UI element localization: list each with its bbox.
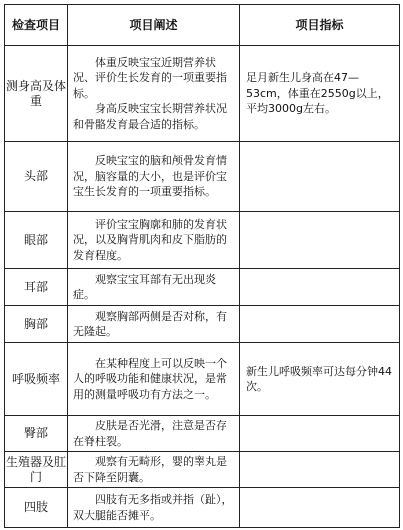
table-row — [5, 46, 400, 142]
row-indicator — [240, 488, 400, 528]
description-paragraph: 评价宝宝胸廓和肺的发育状况，以及胸背肌肉和皮下脂肪的发育程度。 — [73, 217, 227, 262]
table-row — [5, 452, 400, 488]
description-paragraph: 观察宝宝耳部有无出现炎症。 — [73, 272, 216, 301]
row-item: 生殖器及肛门 — [5, 452, 68, 488]
table-row — [5, 269, 400, 306]
row-item: 四肢 — [5, 488, 68, 528]
row-description — [68, 452, 240, 488]
header-item: 检查项目 — [5, 5, 68, 46]
row-description — [68, 488, 240, 528]
description-paragraph: 四肢有无多指或并指（趾），双大腿能否摊平。 — [73, 493, 233, 522]
row-description — [68, 212, 240, 269]
description-paragraph: 体重反映宝宝近期营养状况、评价生长发育的一项重要指标。 — [73, 55, 227, 100]
row-indicator: 新生儿呼吸频率可达每分钟44次。 — [240, 343, 400, 416]
description-paragraph: 身高反映宝宝长期营养状况和骨骼发育最合适的指标。 — [73, 102, 227, 131]
description-paragraph: 观察有无畸形，婴的睾丸是否下降至阴囊。 — [73, 455, 227, 484]
row-indicator — [240, 142, 400, 212]
description-paragraph: 在某种程度上可以反映一个人的呼吸功能和健康状况，是常用的测量呼吸功有方法之一。 — [73, 356, 227, 401]
table-header-row — [5, 5, 400, 46]
row-item: 胸部 — [5, 306, 68, 343]
row-item: 呼吸频率 — [5, 343, 68, 416]
table-row — [5, 488, 400, 528]
row-indicator — [240, 212, 400, 269]
row-description — [68, 343, 240, 416]
row-indicator — [240, 452, 400, 488]
description-paragraph: 观察胸部两侧是否对称，有无隆起。 — [73, 309, 227, 338]
row-item: 头部 — [5, 142, 68, 212]
row-indicator: 足月新生儿身高在47—53cm，体重在2550g以上，平均3000g左右。 — [240, 46, 400, 142]
row-indicator — [240, 269, 400, 306]
row-description — [68, 46, 240, 142]
row-item: 测身高及体重 — [5, 46, 68, 142]
row-item: 臀部 — [5, 416, 68, 452]
table-row — [5, 416, 400, 452]
row-indicator — [240, 416, 400, 452]
description-paragraph: 皮肤是否光滑，注意是否存在脊柱裂。 — [73, 419, 227, 448]
row-description — [68, 416, 240, 452]
description-paragraph: 反映宝宝的脑和颅骨发育情况，脑容量的大小，也是评价宝宝生长发育的一项重要指标。 — [73, 154, 227, 199]
row-description — [68, 306, 240, 343]
table-row — [5, 306, 400, 343]
header-description: 项目阐述 — [68, 5, 240, 46]
table-row — [5, 142, 400, 212]
header-indicator: 项目指标 — [240, 5, 400, 46]
row-description — [68, 269, 240, 306]
table-row — [5, 343, 400, 416]
row-item: 耳部 — [5, 269, 68, 306]
checkup-table — [4, 4, 400, 528]
row-description — [68, 142, 240, 212]
table-row — [5, 212, 400, 269]
row-item: 眼部 — [5, 212, 68, 269]
row-indicator — [240, 306, 400, 343]
